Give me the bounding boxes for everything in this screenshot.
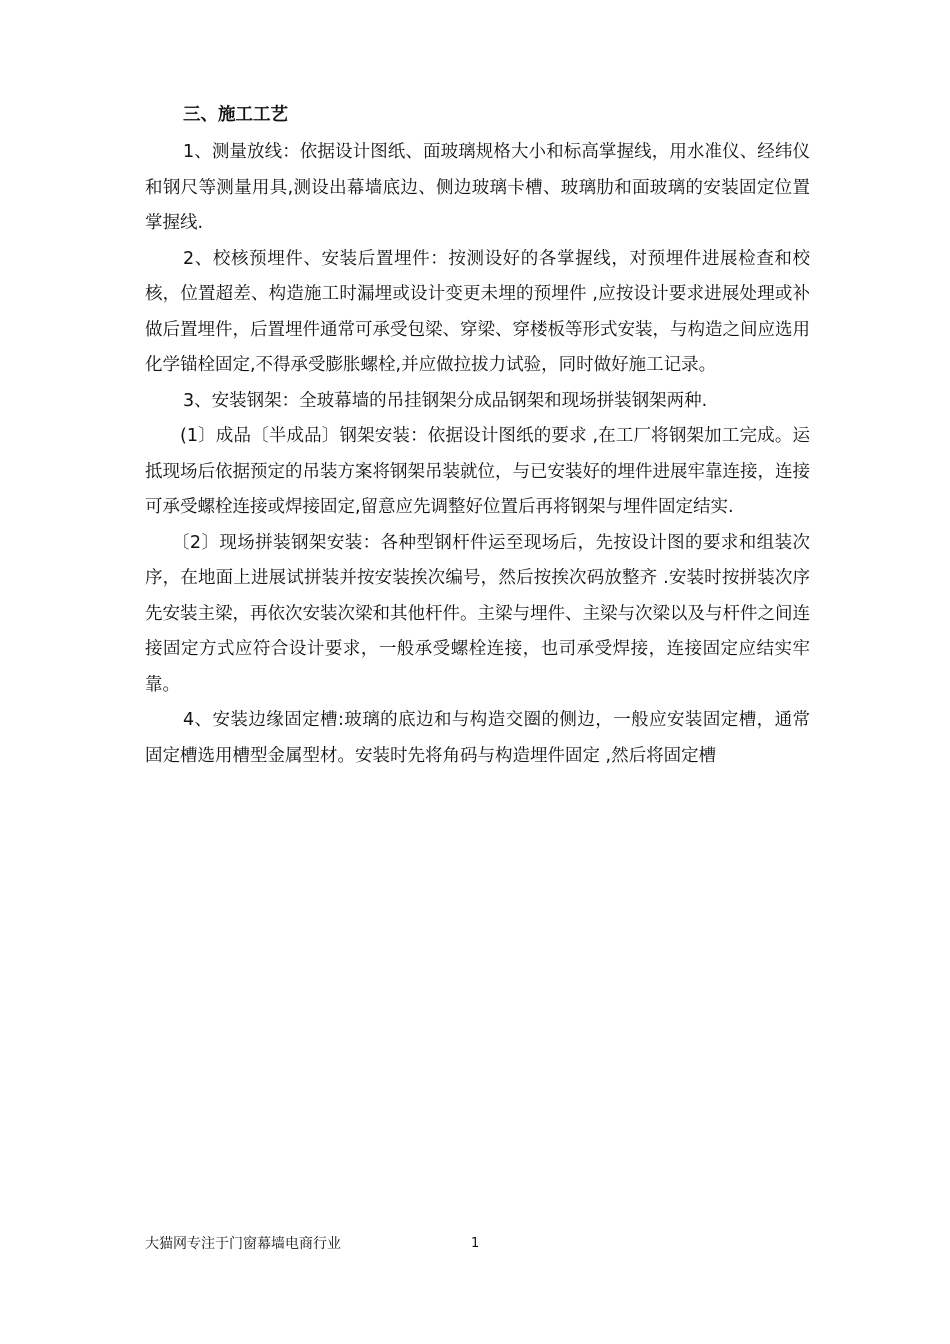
page-number: 1	[471, 1236, 480, 1251]
section-heading: 三、施工工艺	[183, 105, 288, 125]
paragraph-edge-channel: 4、安装边缘固定槽:玻璃的底边和与构造交圈的侧边，一般应安装固定槽，通常固定槽选用槽型金属型材。安装时先将角码与构造埋件固定 ,然后将固定槽	[145, 710, 810, 766]
paragraph-embedded-parts: 2、校核预埋件、安装后置埋件：按测设好的各掌握线，对预埋件进展检查和校核，位置超差、构造施工时漏埋或设计变更未埋的预埋件 ,应按设计要求进展处理或补做后置埋件，后置埋件通常可承受包梁、穿梁、穿楼板等形式安装，与构造之间应选用化学锚栓固定,不得承受膨胀螺栓,并应做拉拔力试验，同时做好施工记录。	[145, 248, 810, 375]
paragraph-finished-frame: (1〕成品〔半成品〕钢架安装：依据设计图纸的要求 ,在工厂将钢架加工完成。运抵现场后依据预定的吊装方案将钢架吊装就位，与已安装好的埋件进展牢靠连接，连接可承受螺栓连接或焊接固定,留意应先调整好位置后再将钢架与埋件固定结实.	[145, 426, 810, 517]
paragraph-steel-frame: 3、安装钢架：全玻幕墙的吊挂钢架分成品钢架和现场拼装钢架两种.	[183, 390, 708, 411]
paragraph-surveying: 1、测量放线：依据设计图纸、面玻璃规格大小和标高掌握线，用水准仪、经纬仪和钢尺等测量用具,测设出幕墙底边、侧边玻璃卡槽、玻璃肋和面玻璃的安装固定位置掌握线.	[145, 142, 810, 233]
document-body	[145, 98, 810, 774]
footer-text: 大猫网专注于门窗幕墙电商行业	[145, 1236, 341, 1252]
paragraph-onsite-frame: 〔2〕现场拼装钢架安装：各种型钢杆件运至现场后，先按设计图的要求和组装次序，在地面上进展试拼装并按安装挨次编号，然后按挨次码放整齐 .安装时按拼装次序先安装主梁，再依次安装次梁和其他杆件。主梁与埋件、主梁与次梁以及与杆件之间连接固定方式应符合设计要求，一般承受螺栓连接，也司承受焊接，连接固定应结实牢靠。	[145, 532, 810, 695]
